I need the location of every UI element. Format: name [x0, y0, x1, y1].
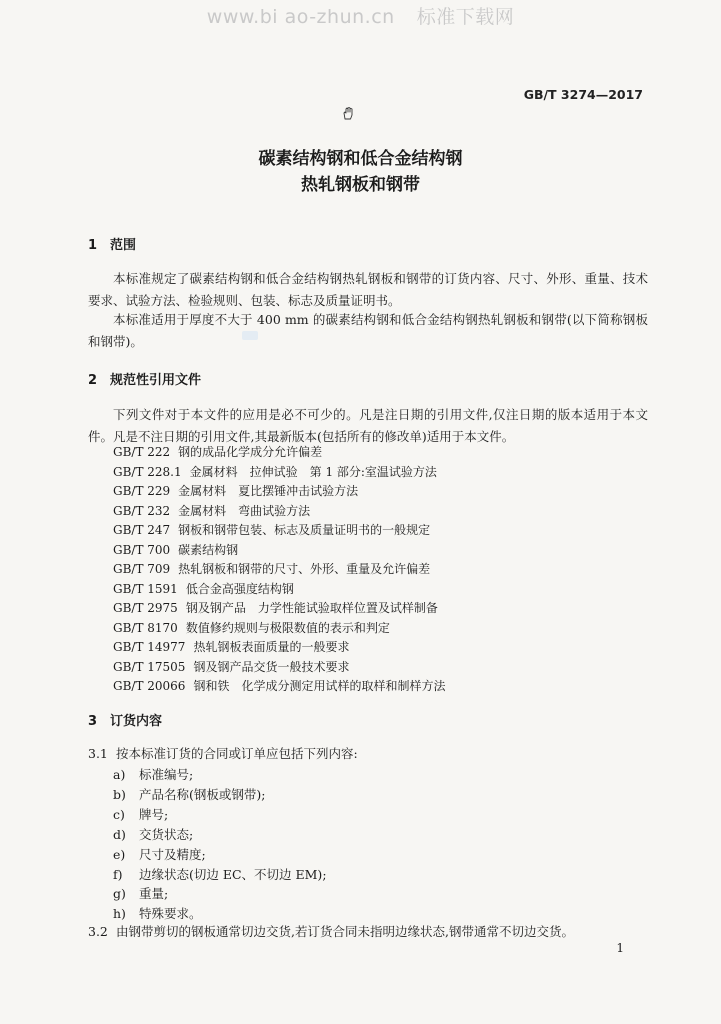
clause-3-1	[88, 744, 358, 764]
standard-code: GB/T 3274—2017	[523, 87, 643, 102]
reference-item: GB/T 229 金属材料 夏比摆锤冲击试验方法	[113, 484, 359, 498]
reference-item: GB/T 17505 钢及钢产品交货一般技术要求	[113, 659, 350, 674]
clause-3-2-number: 3.2	[88, 924, 108, 939]
clause-3-2-text: 由钢带剪切的钢板通常切边交货,若订货合同未指明边缘状态,钢带通常不切边交货。	[116, 924, 574, 939]
clause-3-1-text: 按本标准订货的合同或订单应包括下列内容:	[116, 746, 358, 761]
section-2-intro: 下列文件对于本文件的应用是必不可少的。凡是注日期的引用文件,仅注日期的版本适用于本文件。凡是不注日期的引用文件,其最新版本(包括所有的修改单)适用于本文件。	[88, 407, 648, 444]
reference-item: GB/T 20066 钢和铁 化学成分测定用试样的取样和制样方法	[113, 679, 446, 693]
normative-reference-list	[113, 443, 445, 697]
section-2-number: 2	[88, 373, 98, 388]
scan-mark	[242, 331, 258, 340]
section-1-para-2: 本标准适用于厚度不大于 400 mm 的碳素结构钢和低合金结构钢热轧钢板和钢带(以下简称钢板和钢带)。	[88, 312, 648, 349]
clause-3-1-number: 3.1	[88, 746, 108, 761]
section-1-heading	[88, 234, 136, 253]
list-item: d) 交货状态;	[113, 826, 194, 842]
reference-item: GB/T 228.1 金属材料 拉伸试验 第 1 部分:室温试验方法	[113, 464, 437, 479]
list-item: h) 特殊要求。	[113, 906, 202, 922]
reference-item: GB/T 232 金属材料 弯曲试验方法	[113, 503, 311, 518]
title-line-2: 热轧钢板和钢带	[301, 175, 420, 195]
reference-item: GB/T 222 钢的成品化学成分允许偏差	[113, 445, 323, 459]
section-2-title: 规范性引用文件	[110, 373, 202, 388]
section-1-title: 范围	[110, 238, 137, 253]
reference-item: GB/T 2975 钢及钢产品 力学性能试验取样位置及试样制备	[113, 601, 438, 615]
page-number: 1	[616, 941, 624, 955]
section-1-number: 1	[88, 238, 98, 253]
reference-item: GB/T 1591 低合金高强度结构钢	[113, 581, 294, 596]
watermark-site: www.bi ao-zhun.cn	[206, 6, 395, 28]
list-item: b) 产品名称(钢板或钢带);	[113, 786, 266, 802]
reference-item: GB/T 700 碳素结构钢	[113, 542, 239, 557]
clause-3-2	[88, 922, 574, 942]
reference-item: GB/T 709 热轧钢板和钢带的尺寸、外形、重量及允许偏差	[113, 562, 431, 576]
watermark-name: 标准下载网	[416, 6, 515, 28]
list-item: g) 重量;	[113, 886, 169, 902]
section-1-para-1: 本标准规定了碳素结构钢和低合金结构钢热轧钢板和钢带的订货内容、尺寸、外形、重量、技术要求、试验方法、检验规则、包装、标志及质量证明书。	[88, 271, 648, 308]
order-content-list	[113, 765, 327, 924]
section-3-heading	[88, 710, 162, 729]
list-item: a) 标准编号;	[113, 767, 194, 782]
title-line-1: 碳素结构钢和低合金结构钢	[258, 149, 463, 169]
reference-item: GB/T 14977 热轧钢板表面质量的一般要求	[113, 640, 350, 654]
reference-item: GB/T 8170 数值修约规则与极限数值的表示和判定	[113, 620, 390, 635]
list-item: c) 牌号;	[113, 806, 169, 822]
watermark	[0, 2, 721, 29]
hand-icon	[341, 106, 355, 120]
section-2-heading	[88, 369, 201, 388]
document-title	[0, 146, 721, 198]
reference-item: GB/T 247 钢板和钢带包装、标志及质量证明书的一般规定	[113, 523, 431, 537]
section-3-title: 订货内容	[110, 714, 163, 729]
list-item: f) 边缘状态(切边 EC、不切边 EM);	[113, 866, 327, 882]
section-3-number: 3	[88, 714, 98, 729]
list-item: e) 尺寸及精度;	[113, 846, 206, 862]
